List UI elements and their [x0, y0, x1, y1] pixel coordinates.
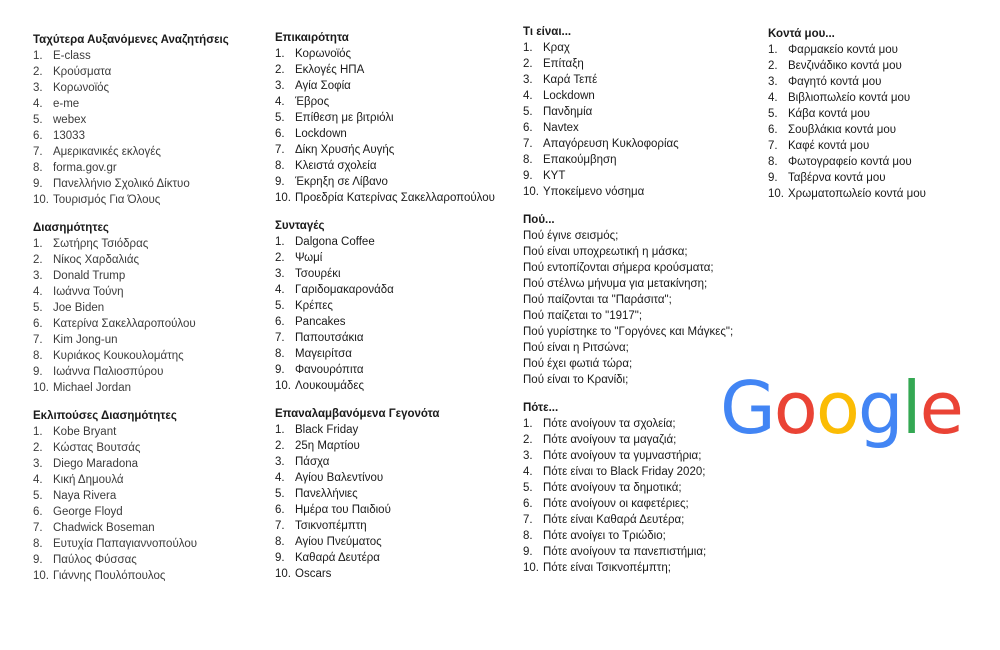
list-item: 1. Πότε ανοίγουν τα σχολεία;	[523, 418, 676, 430]
list-item: 8. forma.gov.gr	[33, 162, 117, 174]
list-item: 7. Αμερικανικές εκλογές	[33, 146, 161, 158]
list-item: 2. 25η Μαρτίου	[275, 440, 360, 452]
section-what-is	[523, 26, 733, 200]
list-item: 9. Πανελλήνιο Σχολικό Δίκτυο	[33, 178, 190, 190]
list-item: 7. Καφέ κοντά μου	[768, 140, 870, 152]
ranked-list	[275, 234, 495, 394]
list-item: 6. Κατερίνα Σακελλαροπούλου	[33, 318, 196, 330]
list-item: 6. Ημέρα του Παιδιού	[275, 504, 391, 516]
list-item: Πού είναι η Ριτσώνα;	[523, 342, 629, 354]
ranked-list	[768, 42, 926, 202]
list-item: 5. Κρέπες	[275, 300, 333, 312]
list-item: 2. Νίκος Χαρδαλιάς	[33, 254, 140, 266]
list-item: 3. Πότε ανοίγουν τα γυμναστήρια;	[523, 450, 702, 462]
google-logo	[720, 366, 962, 450]
list-item: 8. Κλειστά σχολεία	[275, 160, 377, 172]
list-item: 5. webex	[33, 114, 87, 126]
list-item: 10. Oscars	[275, 568, 332, 580]
section-title: Ταχύτερα Αυξανόμενες Αναζητήσεις	[33, 34, 229, 46]
list-item: 3. Φαγητό κοντά μου	[768, 76, 882, 88]
list-item: 4. Βιβλιοπωλείο κοντά μου	[768, 92, 911, 104]
list-item: 3. Donald Trump	[33, 270, 126, 282]
list-item: Πού είναι το Κρανίδι;	[523, 374, 629, 386]
logo-letter: g	[857, 366, 902, 450]
list-item: 4. Ιωάννα Τούνη	[33, 286, 124, 298]
ranked-list	[523, 40, 733, 200]
section-title: Επαναλαμβανόμενα Γεγονότα	[275, 408, 440, 420]
list-item: 8. Πότε ανοίγει το Τριώδιο;	[523, 530, 666, 542]
list-item: 10. Michael Jordan	[33, 382, 131, 394]
list-item: 7. Τσικνοπέμπτη	[275, 520, 367, 532]
list-item: 2. Ψωμί	[275, 252, 323, 264]
column-1	[33, 34, 229, 598]
ranked-list	[275, 422, 495, 582]
list-item: 4. Αγίου Βαλεντίνου	[275, 472, 384, 484]
section-near-me	[768, 28, 926, 202]
list-item: 8. Αγίου Πνεύματος	[275, 536, 382, 548]
list-item: 2. Κρούσματα	[33, 66, 112, 78]
list-item: 1. E-class	[33, 50, 91, 62]
section-where	[523, 214, 733, 388]
list-item: 1. Dalgona Coffee	[275, 236, 375, 248]
list-item: 6. Πότε ανοίγουν οι καφετέριες;	[523, 498, 689, 510]
list-item: 7. Πότε είναι Καθαρά Δευτέρα;	[523, 514, 685, 526]
list-item: 9. Έκρηξη σε Λίβανο	[275, 176, 388, 188]
section-news	[275, 32, 495, 206]
list-item: 5. Joe Biden	[33, 302, 105, 314]
list-item: 4. Γαριδομακαρονάδα	[275, 284, 394, 296]
logo-letter: l	[901, 366, 920, 450]
list-item: 2. Κώστας Βουτσάς	[33, 442, 141, 454]
list-item: 3. Τσουρέκι	[275, 268, 341, 280]
list-item: 7. Kim Jong-un	[33, 334, 118, 346]
list-item: 7. Δίκη Χρυσής Αυγής	[275, 144, 395, 156]
section-title: Πού...	[523, 214, 555, 226]
list-item: 9. Φανουρόπιτα	[275, 364, 364, 376]
list-item: 10. Γιάννης Πουλόπουλος	[33, 570, 166, 582]
list-item: 10. Πότε είναι Τσικνοπέμπτη;	[523, 562, 671, 574]
section-title: Τι είναι...	[523, 26, 572, 38]
section-title: Πότε...	[523, 402, 559, 414]
list-item: 1. Kobe Bryant	[33, 426, 117, 438]
list-item: 9. Καθαρά Δευτέρα	[275, 552, 380, 564]
list-item: 1. Φαρμακείο κοντά μου	[768, 44, 898, 56]
list-item: 2. Πότε ανοίγουν τα μαγαζιά;	[523, 434, 677, 446]
list-item: Πού έγινε σεισμός;	[523, 230, 619, 242]
list-item: 4. Έβρος	[275, 96, 330, 108]
section-title: Κοντά μου...	[768, 28, 835, 40]
list-item: 8. Φωτογραφείο κοντά μου	[768, 156, 912, 168]
section-title: Συνταγές	[275, 220, 325, 232]
logo-letter: G	[720, 366, 774, 450]
list-item: Πού έχει φωτιά τώρα;	[523, 358, 633, 370]
list-item: Πού στέλνω μήνυμα για μετακίνηση;	[523, 278, 708, 290]
column-4	[768, 28, 926, 216]
list-item: 9. ΚΥΤ	[523, 170, 566, 182]
section-fastest-rising	[33, 34, 229, 208]
list-item: 6. 13033	[33, 130, 85, 142]
ranked-list	[33, 48, 229, 208]
list-item: 2. Επίταξη	[523, 58, 584, 70]
section-title: Εκλιπούσες Διασημότητες	[33, 410, 177, 422]
ranked-list	[275, 46, 495, 206]
question-list	[523, 228, 733, 388]
logo-letter: o	[773, 366, 816, 450]
column-2	[275, 32, 495, 596]
list-item: 10. Τουρισμός Για Όλους	[33, 194, 161, 206]
list-item: 1. Σωτήρης Τσιόδρας	[33, 238, 149, 250]
list-item: 4. e-me	[33, 98, 80, 110]
list-item: 9. Ταβέρνα κοντά μου	[768, 172, 886, 184]
list-item: Πού είναι υποχρεωτική η μάσκα;	[523, 246, 688, 258]
ranked-list	[33, 424, 229, 584]
column-3	[523, 26, 733, 590]
list-item: 5. Επίθεση με βιτριόλι	[275, 112, 394, 124]
list-item: 7. Chadwick Boseman	[33, 522, 155, 534]
list-item: 7. Παπουτσάκια	[275, 332, 364, 344]
list-item: 8. Επακούμβηση	[523, 154, 617, 166]
list-item: Πού παίζεται το "1917";	[523, 310, 643, 322]
ranked-list	[523, 416, 733, 576]
list-item: 5. Κάβα κοντά μου	[768, 108, 870, 120]
list-item: 1. Κραχ	[523, 42, 570, 54]
list-item: Πού εντοπίζονται σήμερα κρούσματα;	[523, 262, 714, 274]
list-item: 6. Lockdown	[275, 128, 347, 140]
list-item: 9. Ιωάννα Παλιοσπύρου	[33, 366, 164, 378]
list-item: 5. Πανελλήνιες	[275, 488, 358, 500]
list-item: 2. Βενζινάδικο κοντά μου	[768, 60, 902, 72]
list-item: 3. Diego Maradona	[33, 458, 139, 470]
section-deceased-celebrities	[33, 410, 229, 584]
logo-letter: e	[919, 366, 962, 450]
list-item: 4. Κική Δημουλά	[33, 474, 124, 486]
list-item: Πού παίζονται τα "Παράσιτα";	[523, 294, 672, 306]
list-item: 10. Υποκείμενο νόσημα	[523, 186, 645, 198]
list-item: 1. Κορωνοϊός	[275, 48, 352, 60]
list-item: 3. Αγία Σοφία	[275, 80, 351, 92]
list-item: 8. Μαγειρίτσα	[275, 348, 352, 360]
ranked-list	[33, 236, 229, 396]
list-item: 6. Navtex	[523, 122, 579, 134]
section-celebrities	[33, 222, 229, 396]
section-recurring-events	[275, 408, 495, 582]
list-item: 5. Πανδημία	[523, 106, 593, 118]
list-item: 10. Χρωματοπωλείο κοντά μου	[768, 188, 926, 200]
list-item: 8. Ευτυχία Παπαγιαννοπούλου	[33, 538, 198, 550]
list-item: 9. Πότε ανοίγουν τα πανεπιστήμια;	[523, 546, 707, 558]
section-when	[523, 402, 733, 576]
list-item: 6. George Floyd	[33, 506, 123, 518]
section-title: Διασημότητες	[33, 222, 109, 234]
list-item: 5. Πότε ανοίγουν τα δημοτικά;	[523, 482, 682, 494]
list-item: 2. Εκλογές ΗΠΑ	[275, 64, 365, 76]
list-item: 1. Black Friday	[275, 424, 359, 436]
list-item: 10. Προεδρία Κατερίνας Σακελλαροπούλου	[275, 192, 495, 204]
section-title: Επικαιρότητα	[275, 32, 349, 44]
list-item: 4. Lockdown	[523, 90, 595, 102]
list-item: 3. Καρά Τεπέ	[523, 74, 598, 86]
list-item: 9. Παύλος Φύσσας	[33, 554, 137, 566]
list-item: 6. Σουβλάκια κοντά μου	[768, 124, 897, 136]
list-item: 7. Απαγόρευση Κυκλοφορίας	[523, 138, 679, 150]
list-item: 6. Pancakes	[275, 316, 346, 328]
list-item: 10. Λουκουμάδες	[275, 380, 365, 392]
list-item: 3. Πάσχα	[275, 456, 330, 468]
section-recipes	[275, 220, 495, 394]
list-item: 5. Naya Rivera	[33, 490, 117, 502]
list-item: Πού γυρίστηκε το "Γοργόνες και Μάγκες";	[523, 326, 734, 338]
list-item: 8. Κυριάκος Κουκουλομάτης	[33, 350, 184, 362]
list-item: 4. Πότε είναι το Black Friday 2020;	[523, 466, 706, 478]
list-item: 3. Κορωνοϊός	[33, 82, 110, 94]
logo-letter: o	[815, 366, 858, 450]
